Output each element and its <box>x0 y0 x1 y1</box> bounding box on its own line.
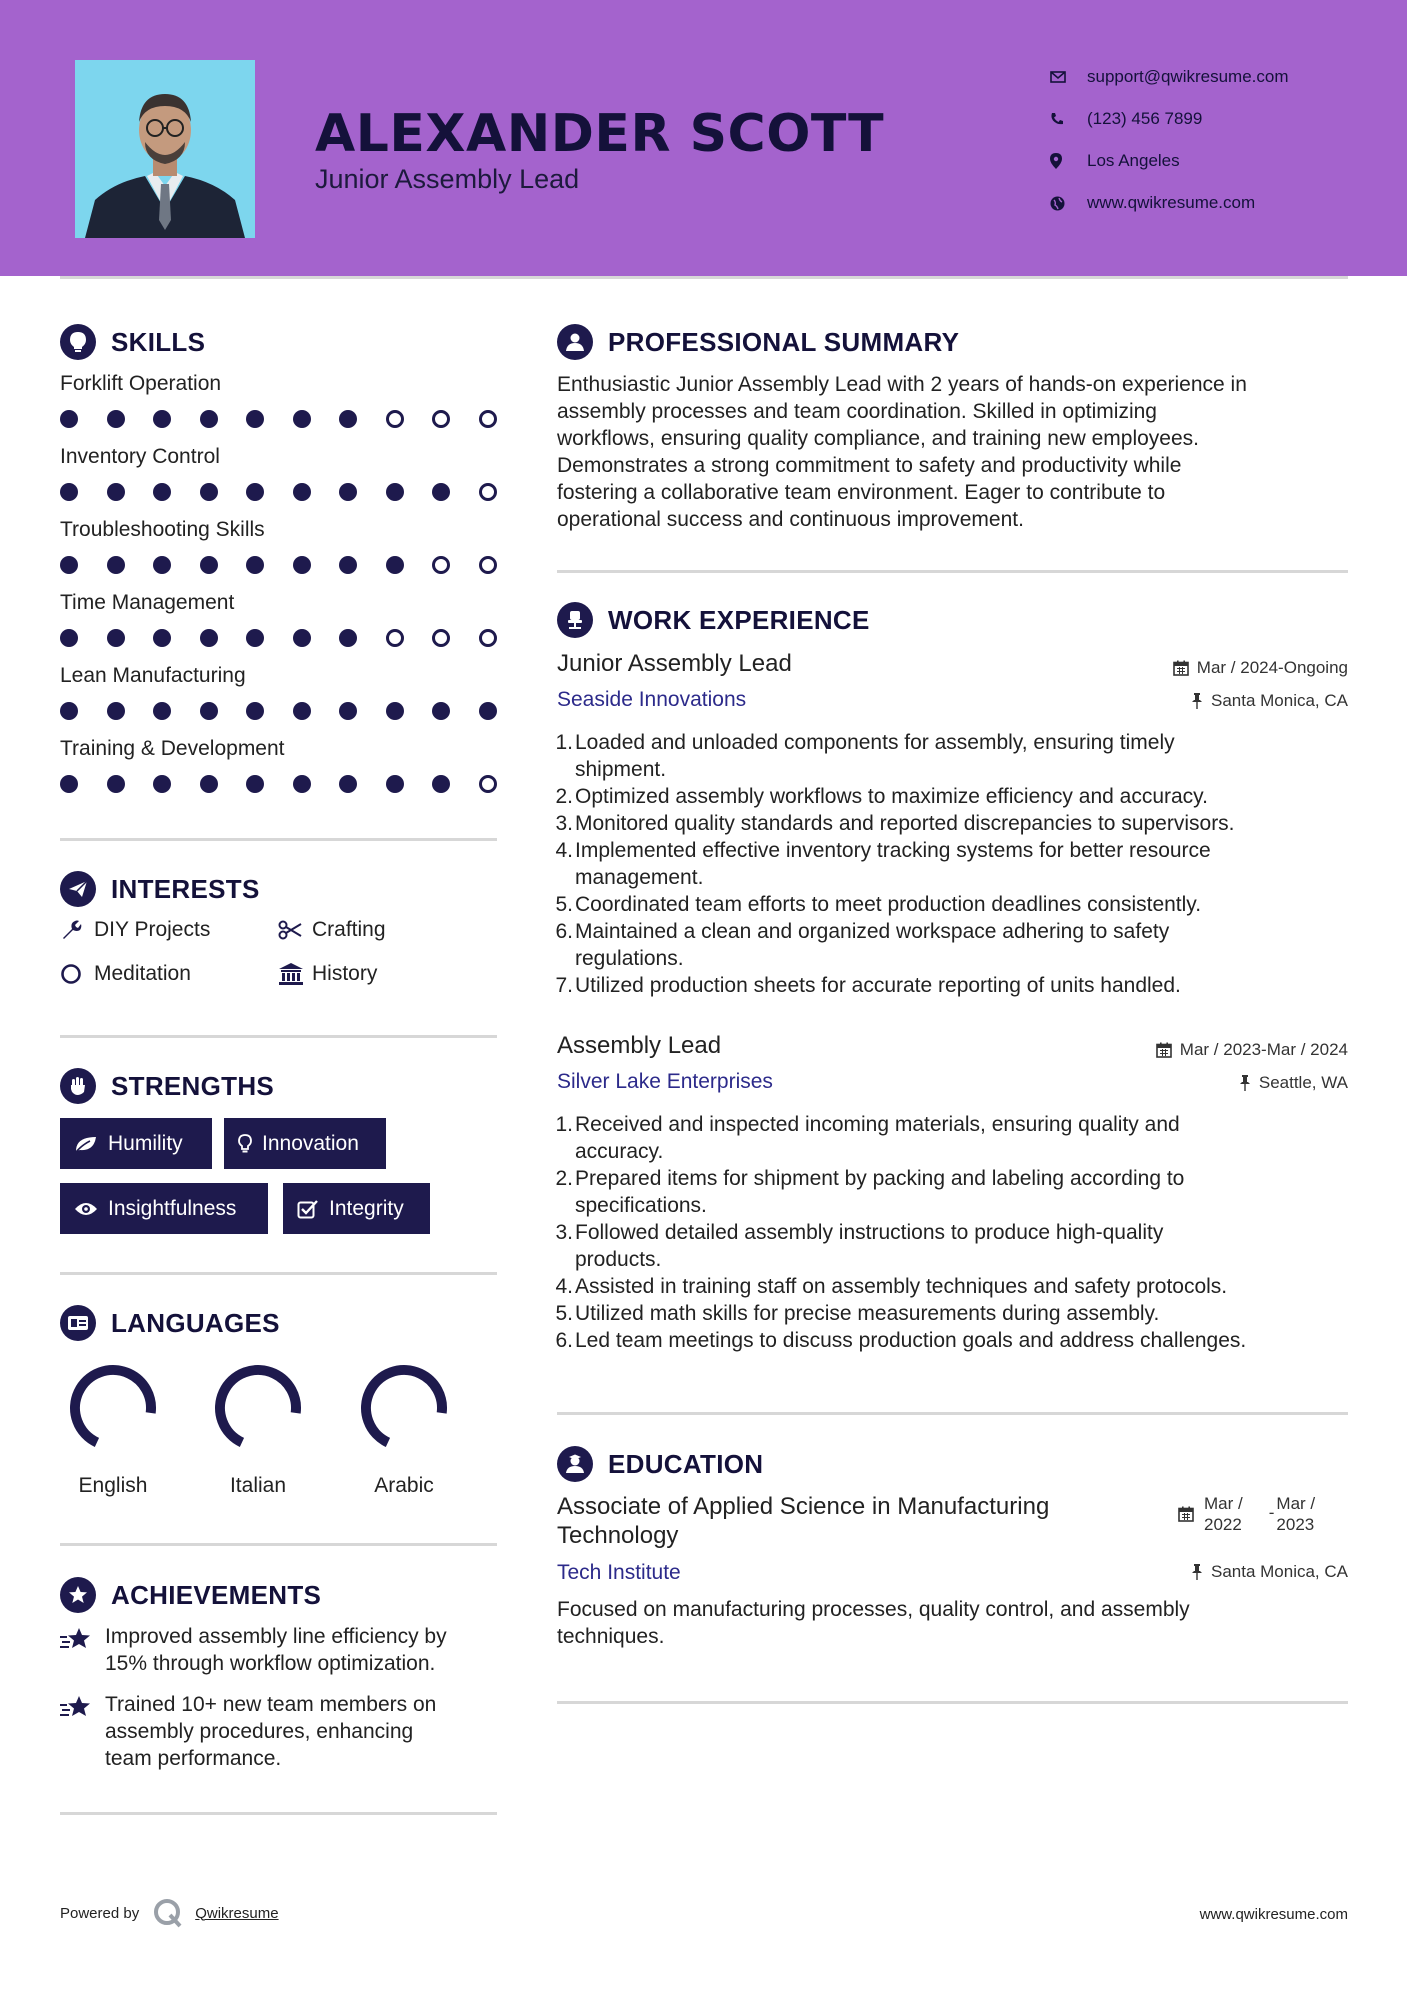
leaf-icon <box>74 1135 98 1153</box>
list-item: 4. Implemented effective inventory tracking systems for better resource management. <box>555 839 1211 889</box>
rating-dot-filled <box>293 556 311 574</box>
list-item: 5. Utilized math skills for precise measurements during assembly. <box>555 1302 1160 1325</box>
strength-tag: Insightfulness <box>60 1183 268 1234</box>
rating-dot-filled <box>107 775 125 793</box>
skill-rating <box>60 410 500 430</box>
achievement-item: Trained 10+ new team members on assembly procedures, enhancing team performance. <box>60 1691 510 1772</box>
job-title: Assembly Lead <box>557 1032 722 1059</box>
degree-title: Associate of Applied Science in Manufacturing Technology <box>557 1493 1050 1549</box>
qwikresume-logo-icon <box>153 1898 183 1928</box>
rating-dot-filled <box>107 556 125 574</box>
contact-phone[interactable]: (123) 456 7899 <box>1050 98 1289 140</box>
calendar-icon <box>1173 660 1189 676</box>
star-lines-icon <box>60 1623 105 1677</box>
rating-dot-filled <box>107 410 125 428</box>
summary-heading: PROFESSIONAL SUMMARY <box>557 324 959 360</box>
interest-item: Meditation <box>60 962 191 986</box>
rating-dot-empty <box>479 483 497 501</box>
rating-dot-filled <box>60 702 78 720</box>
candidate-title: Junior Assembly Lead <box>315 164 580 194</box>
museum-icon <box>278 962 312 986</box>
rating-dot-filled <box>200 702 218 720</box>
language-level-arc <box>356 1360 452 1456</box>
header-divider <box>60 276 1348 279</box>
list-item: 3. Followed detailed assembly instructions to produce high-quality products. <box>555 1221 1164 1271</box>
rating-dot-filled <box>479 702 497 720</box>
language-level-arc <box>210 1360 306 1456</box>
strengths-heading: STRENGTHS <box>60 1068 274 1104</box>
rating-dot-filled <box>293 483 311 501</box>
rating-dot-filled <box>200 410 218 428</box>
company-name: Seaside Innovations <box>557 688 747 711</box>
rating-dot-filled <box>107 702 125 720</box>
skill-rating <box>60 629 500 649</box>
calendar-icon <box>1156 1042 1172 1058</box>
rating-dot-filled <box>339 702 357 720</box>
rating-dot-empty <box>432 629 450 647</box>
rating-dot-filled <box>386 483 404 501</box>
education-description: Focused on manufacturing processes, quality control, and assembly techniques. <box>557 1598 1190 1648</box>
section-divider <box>557 1701 1348 1704</box>
section-divider <box>60 1035 497 1038</box>
interest-item: History <box>278 962 377 986</box>
skill-rating <box>60 702 500 722</box>
checkbox-icon <box>297 1199 319 1219</box>
language-level-arc <box>65 1360 161 1456</box>
rating-dot-filled <box>339 556 357 574</box>
raised-fist-icon <box>60 1068 96 1104</box>
paper-plane-icon <box>60 871 96 907</box>
globe-icon <box>1050 196 1087 211</box>
rating-dot-filled <box>246 702 264 720</box>
education-heading: EDUCATION <box>557 1446 763 1482</box>
rating-dot-empty <box>432 556 450 574</box>
interests-heading: INTERESTS <box>60 871 260 907</box>
job-location: Santa Monica, CA <box>1191 691 1348 711</box>
lightbulb-icon <box>60 324 96 360</box>
rating-dot-filled <box>293 775 311 793</box>
rating-dot-filled <box>339 775 357 793</box>
list-item: 1. Loaded and unloaded components for assembly, ensuring timely shipment. <box>555 731 1175 781</box>
skill-name: Time Management <box>60 591 235 614</box>
rating-dot-filled <box>339 483 357 501</box>
languages-heading: LANGUAGES <box>60 1305 280 1341</box>
skill-item <box>60 664 500 694</box>
school-name: Tech Institute <box>557 1561 681 1584</box>
rating-dot-filled <box>339 629 357 647</box>
language-name: Arabic <box>374 1474 434 1497</box>
section-divider <box>60 1272 497 1275</box>
language-level-ring <box>65 1360 161 1456</box>
pushpin-icon <box>1239 1075 1251 1091</box>
rating-dot-filled <box>386 775 404 793</box>
rating-dot-filled <box>60 556 78 574</box>
education-location: Santa Monica, CA <box>1191 1562 1348 1582</box>
rating-dot-filled <box>153 702 171 720</box>
rating-dot-filled <box>200 775 218 793</box>
section-divider <box>60 1543 497 1546</box>
contact-email[interactable]: support@qwikresume.com <box>1050 56 1289 98</box>
skill-name: Inventory Control <box>60 445 220 468</box>
skill-item <box>60 591 500 621</box>
skill-item <box>60 372 500 402</box>
rating-dot-filled <box>293 629 311 647</box>
rating-dot-empty <box>386 629 404 647</box>
language-name: English <box>78 1474 148 1497</box>
rating-dot-empty <box>386 410 404 428</box>
job-title: Junior Assembly Lead <box>557 650 792 677</box>
achievement-item: Improved assembly line efficiency by 15% through workflow optimization. <box>60 1623 510 1677</box>
section-divider <box>557 1412 1348 1415</box>
lightbulb-icon <box>238 1134 252 1154</box>
rating-dot-filled <box>246 629 264 647</box>
rating-dot-filled <box>293 702 311 720</box>
rating-dot-filled <box>60 483 78 501</box>
rating-dot-filled <box>200 629 218 647</box>
rating-dot-filled <box>153 410 171 428</box>
achievements-heading: ACHIEVEMENTS <box>60 1577 321 1613</box>
rating-dot-empty <box>479 775 497 793</box>
skills-heading: SKILLS <box>60 324 205 360</box>
envelope-icon <box>1050 71 1087 83</box>
rating-dot-empty <box>479 629 497 647</box>
footer-powered-by: Powered by Qwikresume <box>60 1898 279 1928</box>
star-lines-icon <box>60 1691 105 1772</box>
rating-dot-empty <box>479 556 497 574</box>
rating-dot-empty <box>479 410 497 428</box>
rating-dot-filled <box>246 775 264 793</box>
footer-website[interactable]: www.qwikresume.com <box>1199 1906 1348 1923</box>
skill-item <box>60 445 500 475</box>
skill-rating <box>60 483 500 503</box>
rating-dot-filled <box>107 629 125 647</box>
skill-name: Training & Development <box>60 737 285 760</box>
pushpin-icon <box>1191 1564 1203 1580</box>
rating-dot-filled <box>293 410 311 428</box>
skill-rating <box>60 556 500 576</box>
list-item: 6. Maintained a clean and organized workspace adhering to safety regulations. <box>555 920 1170 970</box>
language-item <box>203 1360 313 1498</box>
circle-icon <box>60 963 94 985</box>
rating-dot-filled <box>339 410 357 428</box>
list-item: 5. Coordinated team efforts to meet production deadlines consistently. <box>555 893 1202 916</box>
user-icon <box>557 324 593 360</box>
list-item: 4. Assisted in training staff on assembly techniques and safety protocols. <box>555 1275 1228 1298</box>
rating-dot-filled <box>246 483 264 501</box>
rating-dot-filled <box>200 483 218 501</box>
list-item: 7. Utilized production sheets for accurate reporting of units handled. <box>555 974 1181 997</box>
skill-name: Forklift Operation <box>60 372 222 395</box>
calendar-icon <box>1178 1493 1194 1535</box>
job-dates: Mar / 2024-Ongoing <box>1173 658 1348 678</box>
list-item: 2. Optimized assembly workflows to maximize efficiency and accuracy. <box>555 785 1208 808</box>
candidate-name: ALEXANDER SCOTT <box>315 104 885 164</box>
start-date: Mar / 2022 <box>1204 1494 1243 1534</box>
skill-rating <box>60 775 500 795</box>
pushpin-icon <box>1191 693 1203 709</box>
scissors-icon <box>278 920 312 940</box>
language-card-icon <box>60 1305 96 1341</box>
skill-name: Lean Manufacturing <box>60 664 246 687</box>
rating-dot-filled <box>153 483 171 501</box>
rating-dot-filled <box>153 556 171 574</box>
end-date: Mar / 2023 <box>1276 1494 1316 1534</box>
eye-icon <box>74 1201 98 1217</box>
experience-heading: WORK EXPERIENCE <box>557 602 870 638</box>
graduate-icon <box>557 1446 593 1482</box>
rating-dot-filled <box>153 775 171 793</box>
skill-item <box>60 518 500 548</box>
rating-dot-filled <box>153 629 171 647</box>
skill-item <box>60 737 500 767</box>
map-pin-icon <box>1050 153 1087 169</box>
job-location: Seattle, WA <box>1239 1073 1348 1093</box>
list-item: 3. Monitored quality standards and reported discrepancies to supervisors. <box>555 812 1235 835</box>
list-item: 1. Received and inspected incoming materials, ensuring quality and accuracy. <box>555 1113 1180 1163</box>
language-item <box>349 1360 459 1498</box>
rating-dot-filled <box>60 775 78 793</box>
language-name: Italian <box>229 1474 287 1497</box>
rating-dot-filled <box>60 410 78 428</box>
strength-tag: Innovation <box>224 1118 386 1169</box>
rating-dot-empty <box>432 410 450 428</box>
contact-info <box>1050 56 1289 224</box>
star-badge-icon <box>60 1577 96 1613</box>
rating-dot-filled <box>386 556 404 574</box>
list-item: 2. Prepared items for shipment by packing and labeling according to specifications. <box>555 1167 1185 1217</box>
strength-tag: Integrity <box>283 1183 430 1234</box>
list-item: 6. Led team meetings to discuss production goals and address challenges. <box>555 1329 1247 1352</box>
rating-dot-filled <box>432 483 450 501</box>
language-item <box>58 1360 168 1498</box>
wrench-icon <box>60 919 94 941</box>
contact-website[interactable]: www.qwikresume.com <box>1050 182 1289 224</box>
skill-name: Troubleshooting Skills <box>60 518 265 541</box>
contact-location: Los Angeles <box>1050 140 1289 182</box>
rating-dot-filled <box>60 629 78 647</box>
interest-item: DIY Projects <box>60 918 210 942</box>
rating-dot-filled <box>432 702 450 720</box>
section-divider <box>60 1812 497 1815</box>
rating-dot-filled <box>386 702 404 720</box>
interest-item: Crafting <box>278 918 386 942</box>
strength-tag: Humility <box>60 1118 212 1169</box>
rating-dot-filled <box>246 410 264 428</box>
rating-dot-filled <box>200 556 218 574</box>
job-dates: Mar / 2023-Mar / 2024 <box>1156 1040 1348 1060</box>
rating-dot-filled <box>246 556 264 574</box>
company-name: Silver Lake Enterprises <box>557 1070 773 1093</box>
job-bullets <box>557 1111 1347 1354</box>
resume-header <box>0 0 1407 276</box>
profile-photo <box>75 60 255 238</box>
qwikresume-link[interactable]: Qwikresume <box>195 1904 279 1922</box>
education-dates: Mar / 2022 - Mar / 2023 <box>1178 1493 1315 1535</box>
language-level-ring <box>356 1360 452 1456</box>
rating-dot-filled <box>107 483 125 501</box>
section-divider <box>557 570 1348 573</box>
language-level-ring <box>210 1360 306 1456</box>
office-chair-icon <box>557 602 593 638</box>
phone-icon <box>1050 112 1087 126</box>
section-divider <box>60 838 497 841</box>
summary-text: Enthusiastic Junior Assembly Lead with 2 years of hands-on experience in assembly processes and team coordination. Skilled in optimizing workflows, ensuring quality compliance, and training new employees. Demonstrates a strong commitment to safety and productivity while fostering a collaborative team environment. Eager to contribute to operational success and continuous improvement. <box>557 373 1247 531</box>
job-bullets <box>557 729 1347 999</box>
rating-dot-filled <box>432 775 450 793</box>
